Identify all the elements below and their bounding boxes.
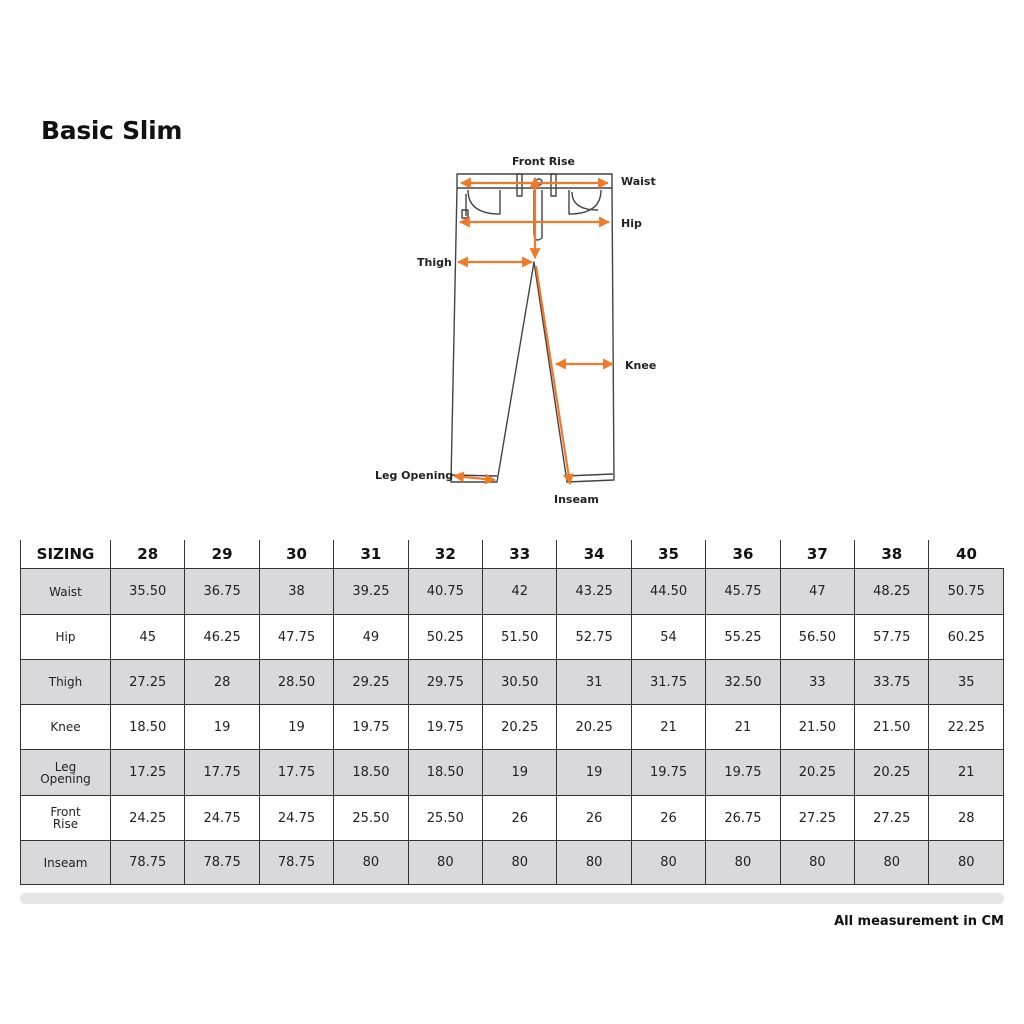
- table-cell: 80: [408, 841, 482, 885]
- scroll-bar: [20, 893, 1004, 904]
- table-cell: 35: [929, 660, 1004, 705]
- hip-label: Hip: [621, 217, 642, 230]
- table-cell: 55.25: [706, 615, 780, 660]
- table-cell: 24.75: [259, 796, 333, 841]
- table-cell: 19: [259, 705, 333, 750]
- table-cell: 80: [929, 841, 1004, 885]
- table-cell: 19.75: [334, 705, 408, 750]
- table-cell: 19: [557, 750, 631, 796]
- table-cell: 28: [185, 660, 259, 705]
- table-row: [21, 796, 1004, 841]
- table-cell: 60.25: [929, 615, 1004, 660]
- table-cell: 35.50: [111, 569, 185, 615]
- thigh-label: Thigh: [417, 256, 452, 269]
- table-row: [21, 660, 1004, 705]
- size-chart-table: [20, 540, 1004, 885]
- table-cell: 42: [483, 569, 557, 615]
- table-cell: 33.75: [855, 660, 929, 705]
- size-header-36: 36: [706, 540, 780, 569]
- table-cell: 18.50: [334, 750, 408, 796]
- table-cell: 31: [557, 660, 631, 705]
- table-cell: 48.25: [855, 569, 929, 615]
- measurement-unit-note: All measurement in CM: [834, 914, 1004, 929]
- size-header-30: 30: [259, 540, 333, 569]
- table-cell: 45: [111, 615, 185, 660]
- table-cell: 21: [706, 705, 780, 750]
- table-cell: 21: [631, 705, 705, 750]
- table-row: [21, 705, 1004, 750]
- size-header-38: 38: [855, 540, 929, 569]
- size-header-32: 32: [408, 540, 482, 569]
- table-cell: 19: [185, 705, 259, 750]
- table-cell: 80: [855, 841, 929, 885]
- table-cell: 19: [483, 750, 557, 796]
- table-cell: 80: [334, 841, 408, 885]
- table-cell: 40.75: [408, 569, 482, 615]
- table-cell: 27.25: [855, 796, 929, 841]
- row-label: Front Rise: [21, 796, 111, 841]
- table-row: [21, 841, 1004, 885]
- table-cell: 80: [557, 841, 631, 885]
- size-header-34: 34: [557, 540, 631, 569]
- table-cell: 54: [631, 615, 705, 660]
- sizing-header: SIZING: [21, 540, 111, 569]
- table-cell: 18.50: [408, 750, 482, 796]
- table-cell: 26.75: [706, 796, 780, 841]
- row-label: Waist: [21, 569, 111, 615]
- table-cell: 26: [631, 796, 705, 841]
- inseam-label: Inseam: [554, 493, 599, 506]
- table-cell: 18.50: [111, 705, 185, 750]
- front-rise-label: Front Rise: [512, 155, 575, 168]
- table-cell: 17.75: [259, 750, 333, 796]
- table-cell: 20.25: [855, 750, 929, 796]
- table-cell: 31.75: [631, 660, 705, 705]
- size-header-31: 31: [334, 540, 408, 569]
- leg-opening-arrow: [454, 476, 495, 480]
- table-cell: 17.25: [111, 750, 185, 796]
- table-cell: 26: [483, 796, 557, 841]
- table-cell: 57.75: [855, 615, 929, 660]
- table-row: [21, 615, 1004, 660]
- table-cell: 21: [929, 750, 1004, 796]
- table-cell: 44.50: [631, 569, 705, 615]
- table-cell: 33: [780, 660, 854, 705]
- table-cell: 38: [259, 569, 333, 615]
- table-cell: 45.75: [706, 569, 780, 615]
- row-label: Inseam: [21, 841, 111, 885]
- table-cell: 30.50: [483, 660, 557, 705]
- pants-outline-icon: [451, 174, 614, 482]
- table-cell: 46.25: [185, 615, 259, 660]
- row-label: Leg Opening: [21, 750, 111, 796]
- table-cell: 78.75: [259, 841, 333, 885]
- table-cell: 47: [780, 569, 854, 615]
- table-cell: 19.75: [408, 705, 482, 750]
- table-cell: 20.25: [557, 705, 631, 750]
- size-header-29: 29: [185, 540, 259, 569]
- table-row: [21, 750, 1004, 796]
- table-cell: 78.75: [111, 841, 185, 885]
- table-cell: 22.25: [929, 705, 1004, 750]
- knee-label: Knee: [625, 359, 657, 372]
- waist-label: Waist: [621, 175, 656, 188]
- table-cell: 24.75: [185, 796, 259, 841]
- table-cell: 36.75: [185, 569, 259, 615]
- table-cell: 50.25: [408, 615, 482, 660]
- table-cell: 56.50: [780, 615, 854, 660]
- table-cell: 26: [557, 796, 631, 841]
- leg-opening-label: Leg Opening: [375, 469, 454, 482]
- row-label: Thigh: [21, 660, 111, 705]
- table-cell: 19.75: [631, 750, 705, 796]
- table-cell: 43.25: [557, 569, 631, 615]
- page-title: Basic Slim: [41, 116, 183, 145]
- table-header-row: [21, 540, 1004, 569]
- size-header-33: 33: [483, 540, 557, 569]
- table-cell: 20.25: [780, 750, 854, 796]
- row-label: Knee: [21, 705, 111, 750]
- table-cell: 80: [780, 841, 854, 885]
- table-cell: 28: [929, 796, 1004, 841]
- table-cell: 80: [483, 841, 557, 885]
- size-header-28: 28: [111, 540, 185, 569]
- table-cell: 32.50: [706, 660, 780, 705]
- table-row: [21, 569, 1004, 615]
- table-cell: 27.25: [780, 796, 854, 841]
- table-cell: 17.75: [185, 750, 259, 796]
- table-cell: 19.75: [706, 750, 780, 796]
- table-cell: 80: [706, 841, 780, 885]
- table-cell: 20.25: [483, 705, 557, 750]
- table-cell: 39.25: [334, 569, 408, 615]
- table-cell: 29.75: [408, 660, 482, 705]
- table-cell: 28.50: [259, 660, 333, 705]
- size-header-40: 40: [929, 540, 1004, 569]
- table-cell: 25.50: [408, 796, 482, 841]
- table-cell: 25.50: [334, 796, 408, 841]
- table-cell: 27.25: [111, 660, 185, 705]
- table-cell: 78.75: [185, 841, 259, 885]
- size-header-35: 35: [631, 540, 705, 569]
- table-cell: 21.50: [780, 705, 854, 750]
- size-header-37: 37: [780, 540, 854, 569]
- table-cell: 49: [334, 615, 408, 660]
- row-label: Hip: [21, 615, 111, 660]
- table-cell: 24.25: [111, 796, 185, 841]
- table-cell: 29.25: [334, 660, 408, 705]
- table-cell: 21.50: [855, 705, 929, 750]
- table-cell: 50.75: [929, 569, 1004, 615]
- table-cell: 80: [631, 841, 705, 885]
- table-cell: 51.50: [483, 615, 557, 660]
- inseam-arrow: [536, 266, 570, 484]
- table-cell: 52.75: [557, 615, 631, 660]
- table-cell: 47.75: [259, 615, 333, 660]
